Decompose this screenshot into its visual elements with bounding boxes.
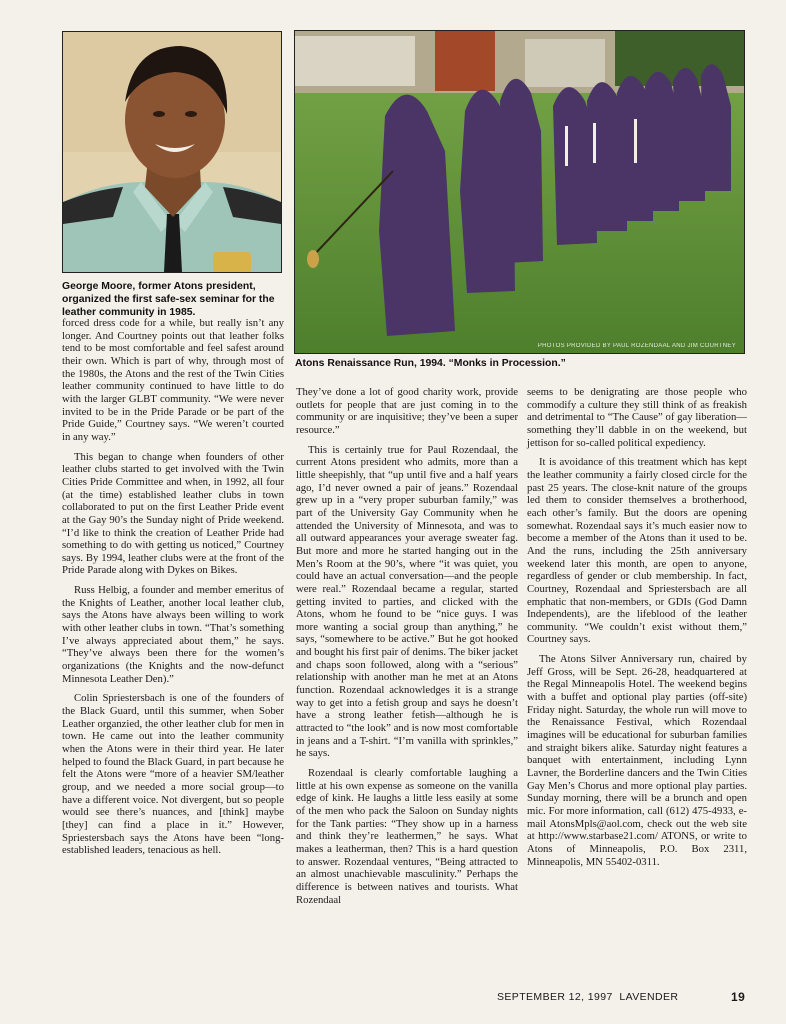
article-column-2	[296, 386, 518, 913]
article-column-1	[62, 317, 284, 864]
footer-date-publication: SEPTEMBER 12, 1997 LAVENDER	[497, 991, 679, 1003]
col2-paragraph: They’ve done a lot of good charity work, provide outlets for people that are just coming in to the community or are inquisitive; they’ve been a super resource.”	[296, 386, 518, 436]
col3-paragraph: It is avoidance of this treatment which has kept the leather community a fairly closed circle for the past 25 years. The close-knit nature of the groups led them to consider themselves a brotherhood, each other’s family. But the doors are opening somewhat. Rozendaal says it’s much easier now to become a member of the Atons than it used to be. And the runs, including the 25th anniversary weekend later this month, are open to anyone, regardless of gender or club membership. In fact, Courtney, Rozendaal and Spriestersbach are all emphatic that non-members, or GDIs (God Damn Independents), are the lifeblood of the leather community. “We couldn’t exist without them,” Courtney says.	[527, 456, 747, 646]
col1-paragraph: forced dress code for a while, but really isn’t any longer. And Courtney points out that leather folks tend to be most comfortable and feel safest around their own. Which is part of why, through most of the 1980s, the Atons and the rest of the Twin Cities leather community continued to have little to do with the larger GLBT community. “We were never invited to be in the Pride Parade or be part of the Pride Guide,” Courtney says. “We weren’t courted in any way.”	[62, 317, 284, 443]
col2-paragraph: This is certainly true for Paul Rozendaal, the current Atons president who admits, more than a little sheepishly, that “up until five and a half years ago, I’d never owned a pair of jeans.” Rozendaal grew up in a “very proper suburban family,” was part of the University Gay Community when he attended the University of Minnesota, and was to all outward appearances your average sweater fag. But more and more he started hanging out in the Men’s Room at the 90’s, where “it was quiet, you could have an actual conversation—and the people were real.” Rozendaal became a regular, started getting invited to parties, and clicked with the Atons, whom he found to be “nice guys. I was more wanting a social group than anything,” he says, “somewhere to be active.” But he got hooked and bought his first pair of denims. The biker jacket and chaps soon followed, along with a “serious” relationship with another man he met at an Atons function. Rozendaal acknowledges it is a strange way to get into a fetish group and says he doesn’t have a strong leather fetish—although he is attracted to “the look” and is now most comfortable in jeans and a T-shirt. “I’m vanilla with sprinkles,” he says.	[296, 443, 518, 760]
portrait-illustration	[63, 32, 281, 272]
portrait-photo	[62, 31, 282, 273]
article-column-3	[527, 386, 747, 875]
procession-illustration	[295, 31, 744, 353]
procession-caption: Atons Renaissance Run, 1994. “Monks in Procession.”	[295, 358, 566, 369]
photo-credit: PHOTOS PROVIDED BY PAUL ROZENDAAL AND JIM COURTNEY	[537, 343, 736, 349]
page-number: 19	[731, 990, 746, 1004]
portrait-caption: George Moore, former Atons president, organized the first safe-sex seminar for the leather community in 1985.	[62, 281, 275, 318]
col3-paragraph: The Atons Silver Anniversary run, chaired by Jeff Gross, will be Sept. 26-28, headquartered at the Regal Minneapolis Hotel. The weekend begins with a buffet and optional play parties (off-site) Friday night. Saturday, the whole run will move to the Renaissance Festival, which Rozendaal imagines will be educational for suburban families and straight bikers alike. Saturday night features a banquet with entertainment, including Lynn Lavner, the Borderline dancers and the Twin Cities Gay Men’s Chorus and more optional play parties. Sunday morning, there will be a brunch and open mic. For more information, call (612) 475-4933, e-mail AtonsMpls@aol.com, check out the web site at http://www.starbase21.com/ ATONS, or write to Atons of Minneapolis, P.O. Box 2311, Minneapolis, MN 55402-0311.	[527, 653, 747, 868]
col3-paragraph: seems to be denigrating are those people who commodify a culture they still think of as freakish and detrimental to “The Cause” of gay liberation—something they’ll dabble in on the weekend, but jettison for so-called political expediency.	[527, 386, 747, 449]
col1-paragraph: Colin Spriestersbach is one of the founders of the Black Guard, until this summer, when Sober Leather organzied, the other leather club for men in town. He came out into the leather community when the Atons were in their third year. He later helped to found the Black Guard, in part because he felt the Atons were “more of a heavier SM/leather group, and we needed a more social group—to have a different voice. Not divergent, but so people would see there’s nuances, and [think] maybe [they] can find a place in it.” However, Spriestersbach says the Atons have been “long-established leaders, tenacious as hell.	[62, 692, 284, 857]
page-footer	[497, 991, 757, 1003]
col1-paragraph: This began to change when founders of other leather clubs started to get involved with the Twin Cities Pride Committee and when, in 1992, all four (at the time) established leather clubs in town collaborated to put on the first Leather Pride event at the Gay 90’s the Sunday night of Pride weekend. “I’d like to think the creation of Leather Pride had something to do with getting us noticed,” Courtney says. By 1994, leather clubs were at the front of the Pride Parade along with Dykes on Bikes.	[62, 450, 284, 577]
col1-paragraph: Russ Helbig, a founder and member emeritus of the Knights of Leather, another local leather club, says the Atons have always been willing to work with other leather clubs in town. “That’s something I’ve always appreciated about them,” he says. “They’ve always been there for the women’s organizations (the Knights and the now-defunct Minnesota Leather Den).”	[62, 584, 284, 685]
col2-paragraph: Rozendaal is clearly comfortable laughing a little at his own expense as someone on the vanilla edge of kink. He laughs a little less easily at some of the men who pack the Saloon on Sunday nights for the Tank parties: “They show up in a harness and think they’re leathermen,” he says. What makes a leatherman, then? This is a hard question to answer. Rozendaal ventures, “Being attracted to an almost unachievable masculinity.” Perhaps the difference is between natives and tourists. What Rozendaal	[296, 767, 518, 906]
procession-photo	[294, 30, 745, 354]
